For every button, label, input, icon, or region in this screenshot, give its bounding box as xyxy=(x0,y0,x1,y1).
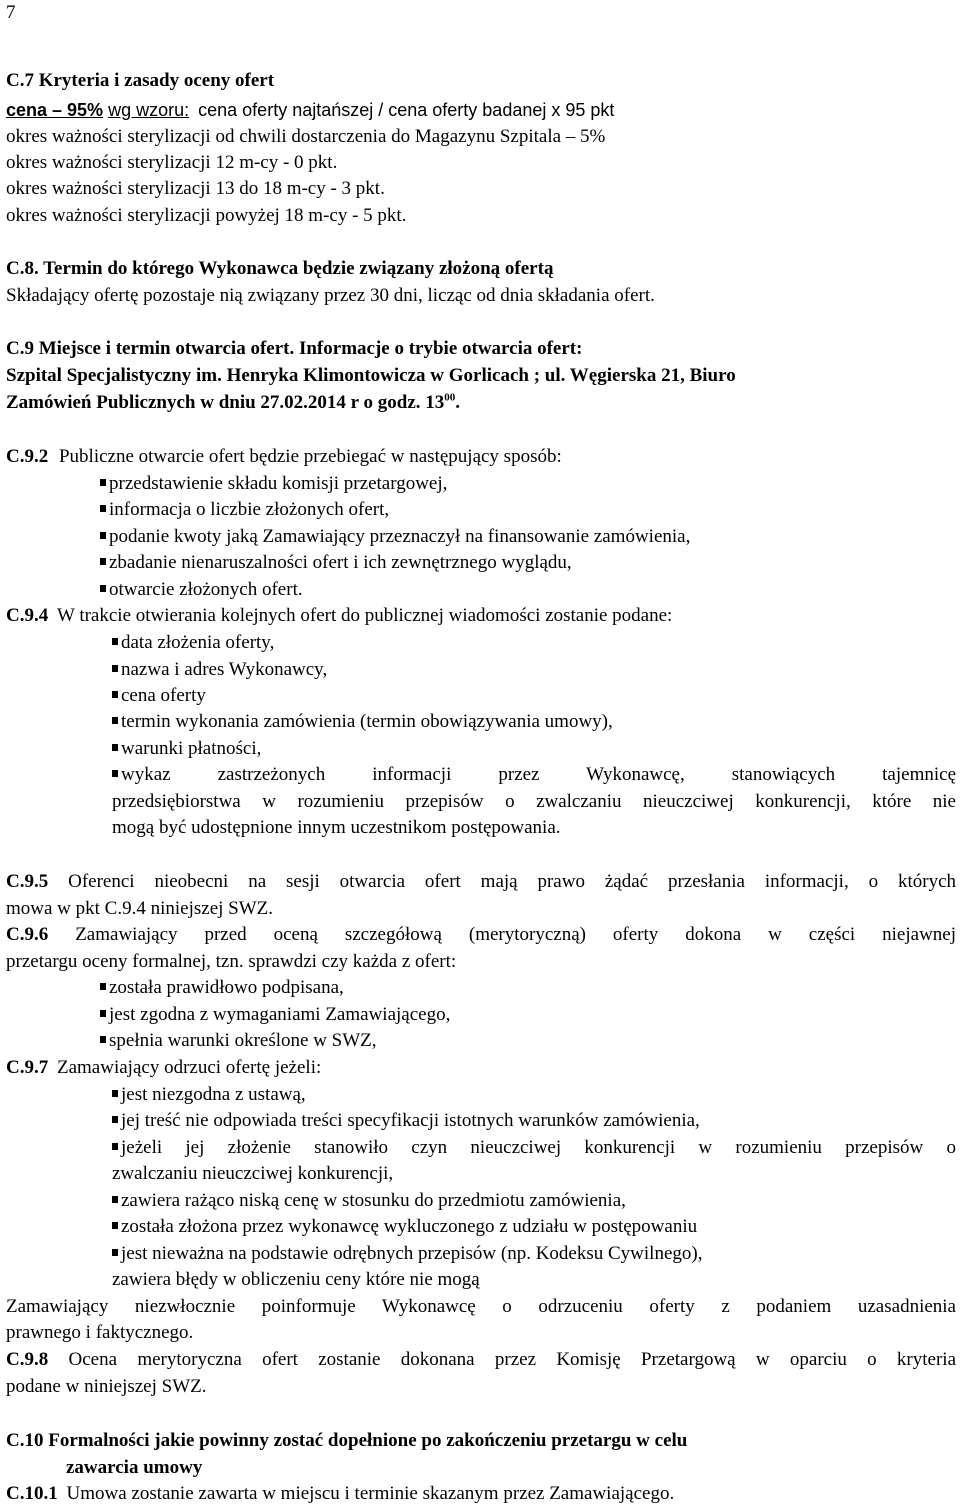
c95-line-1 xyxy=(6,869,956,895)
c98-line-2: podane w niniejszej SWZ. xyxy=(6,1376,207,1397)
c97-item-text: została złożona przez wykonawcę wykluczonego z udziału w postępowaniu xyxy=(121,1216,698,1237)
c94-item-text: cena oferty xyxy=(121,685,206,706)
bullet-icon xyxy=(100,1010,106,1017)
c94-item-text: nazwa i adres Wykonawcy, xyxy=(121,659,328,680)
section-c8-heading: C.8. Termin do którego Wykonawca będzie związany złożoną ofertą xyxy=(6,258,554,279)
c95-ref: C.9.5 xyxy=(6,871,49,892)
c92-item-text: przedstawienie składu komisji przetargowej, xyxy=(109,473,448,494)
c92-item-text: zbadanie nienaruszalności ofert i ich zewnętrznego wyglądu, xyxy=(109,552,572,573)
c96-item-text: spełnia warunki określone w SWZ, xyxy=(109,1030,377,1051)
c92-item-text: podanie kwoty jaką Zamawiający przeznaczył na finansowanie zamówienia, xyxy=(109,526,691,547)
bullet-icon xyxy=(112,1196,118,1203)
c94-item-text: wykaz zastrzeżonych informacji przez Wykonawcę, stanowiących tajemnicę xyxy=(121,764,956,785)
c94-intro xyxy=(6,603,672,629)
section-c9-line-1: C.9 Miejsce i termin otwarcia ofert. Informacje o trybie otwarcia ofert: xyxy=(6,338,583,359)
c97-item-text: zawiera rażąco niską cenę w stosunku do przedmiotu zamówienia, xyxy=(121,1190,626,1211)
c97-item-text: jest niezgodna z ustawą, xyxy=(121,1084,306,1105)
bullet-icon xyxy=(100,983,106,990)
c7-price-line xyxy=(6,97,614,123)
section-c10-heading-2: zawarcia umowy xyxy=(66,1457,203,1478)
bullet-icon xyxy=(112,1249,118,1256)
c92-item xyxy=(100,577,303,603)
c94-intro-text: W trakcie otwierania kolejnych ofert do publicznej wiadomości zostanie podane: xyxy=(56,605,673,626)
bullet-icon xyxy=(100,505,106,512)
section-c7-heading: C.7 Kryteria i zasady oceny ofert xyxy=(6,70,275,91)
c97-intro-text: Zamawiający odrzuci ofertę jeżeli: xyxy=(56,1057,322,1078)
bullet-icon xyxy=(100,532,106,539)
bullet-icon xyxy=(112,744,118,751)
c96-item xyxy=(100,1028,377,1054)
c94-ref: C.9.4 xyxy=(6,605,49,626)
bullet-icon xyxy=(112,1090,118,1097)
c94-item-text: termin wykonania zamówienia (termin obowiązywania umowy), xyxy=(121,711,613,732)
bullet-icon xyxy=(100,1036,106,1043)
c97-intro xyxy=(6,1055,321,1081)
c96-line-1 xyxy=(6,922,956,948)
page-number: 7 xyxy=(6,2,16,23)
c94-item-text: data złożenia oferty, xyxy=(121,632,275,653)
section-c9-line-3 xyxy=(6,390,460,416)
bullet-icon xyxy=(100,479,106,486)
c97-cont-2: zawiera błędy w obliczeniu ceny które nie mogą xyxy=(112,1269,480,1290)
bullet-icon xyxy=(112,1143,118,1150)
c92-ref: C.9.2 xyxy=(6,446,49,467)
c9-dot: . xyxy=(455,392,461,413)
price-label: cena – 95% xyxy=(6,100,104,120)
c96-item-text: jest zgodna z wymaganiami Zamawiającego, xyxy=(109,1004,451,1025)
c98-text: Ocena merytoryczna ofert zostanie dokonana przez Komisję Przetargową w oparciu o kryteria xyxy=(68,1349,957,1370)
bullet-icon xyxy=(112,638,118,645)
bullet-icon xyxy=(112,691,118,698)
c92-item xyxy=(100,471,447,497)
c101-text: Umowa zostanie zawarta w miejscu i terminie skazanym przez Zamawiającego. xyxy=(66,1483,675,1504)
c97-item xyxy=(112,1082,306,1108)
c7-line-2: okres ważności sterylizacji 12 m-cy - 0 pkt. xyxy=(6,152,338,173)
c8-text: Składający ofertę pozostaje nią związany przez 30 dni, licząc od dnia składania ofert. xyxy=(6,285,655,306)
wg-wzoru: wg wzoru: xyxy=(108,100,190,120)
c96-item xyxy=(100,1002,450,1028)
c97-item-text: jej treść nie odpowiada treści specyfikacji istotnych warunków zamówienia, xyxy=(121,1110,700,1131)
c97-cont: zwalczaniu nieuczciwej konkurencji, xyxy=(112,1163,394,1184)
c98-ref: C.9.8 xyxy=(6,1349,49,1370)
c92-item-text: informacja o liczbie złożonych ofert, xyxy=(109,499,390,520)
c97-ref: C.9.7 xyxy=(6,1057,49,1078)
c101-ref: C.10.1 xyxy=(6,1483,58,1504)
c101-line xyxy=(6,1481,674,1507)
c96-text: Zamawiający przed oceną szczegółową (merytoryczną) oferty dokona w części niejawnej xyxy=(75,924,957,945)
bullet-icon xyxy=(112,1116,118,1123)
c97-item xyxy=(112,1241,702,1267)
c97-item xyxy=(112,1188,626,1214)
c97-paragraph-1: Zamawiający niezwłocznie poinformuje Wykonawcę o odrzuceniu oferty z podaniem uzasadnienia xyxy=(6,1296,956,1317)
c97-item xyxy=(112,1108,700,1134)
bullet-icon xyxy=(112,1222,118,1229)
c92-item xyxy=(100,497,389,523)
c94-cont-2: mogą być udostępnione innym uczestnikom postępowania. xyxy=(112,817,561,838)
c97-item-text: jest nieważna na podstawie odrębnych przepisów (np. Kodeksu Cywilnego), xyxy=(121,1243,703,1264)
c7-line-3: okres ważności sterylizacji 13 do 18 m-cy - 3 pkt. xyxy=(6,178,385,199)
c97-item xyxy=(112,1135,956,1161)
c9-date: Zamówień Publicznych w dniu 27.02.2014 r o godz. 13 xyxy=(6,392,445,413)
c95-text: Oferenci nieobecni na sesji otwarcia ofert mają prawo żądać przesłania informacji, o których xyxy=(68,871,957,892)
c7-line-4: okres ważności sterylizacji powyżej 18 m-cy - 5 pkt. xyxy=(6,205,407,226)
c97-paragraph-2: prawnego i faktycznego. xyxy=(6,1322,194,1343)
bullet-icon xyxy=(112,717,118,724)
c92-intro xyxy=(6,444,562,470)
c95-line-2: mowa w pkt C.9.4 niniejszej SWZ. xyxy=(6,898,274,919)
c9-hour-sup: 00 xyxy=(444,391,456,404)
c97-item xyxy=(112,1214,697,1240)
c94-item-text: warunki płatności, xyxy=(121,738,262,759)
bullet-icon xyxy=(100,558,106,565)
c94-item xyxy=(112,630,274,656)
price-formula: cena oferty najtańszej / cena oferty badanej x 95 pkt xyxy=(198,100,615,120)
c96-ref: C.9.6 xyxy=(6,924,49,945)
c92-intro-text: Publiczne otwarcie ofert będzie przebiegać w następujący sposób: xyxy=(58,446,562,467)
c94-item xyxy=(112,709,613,735)
c94-item xyxy=(112,683,206,709)
c94-item xyxy=(112,736,261,762)
c96-item xyxy=(100,975,344,1001)
c97-item-text: jeżeli jej złożenie stanowiło czyn nieuczciwej konkurencji w rozumieniu przepisów o xyxy=(121,1137,956,1158)
c92-item xyxy=(100,550,572,576)
bullet-icon xyxy=(112,770,118,777)
c94-item xyxy=(112,657,327,683)
bullet-icon xyxy=(100,585,106,592)
c96-item-text: została prawidłowo podpisana, xyxy=(109,977,344,998)
bullet-icon xyxy=(112,665,118,672)
c98-line-1 xyxy=(6,1347,956,1373)
c94-cont-1: przedsiębiorstwa w rozumieniu przepisów o zwalczaniu nieuczciwej konkurencji, które nie xyxy=(112,791,956,812)
c7-line-1: okres ważności sterylizacji od chwili dostarczenia do Magazynu Szpitala – 5% xyxy=(6,126,606,147)
c94-item xyxy=(112,762,956,788)
c92-item xyxy=(100,524,690,550)
c96-line-2: przetargu oceny formalnej, tzn. sprawdzi czy każda z ofert: xyxy=(6,951,457,972)
c92-item-text: otwarcie złożonych ofert. xyxy=(109,579,303,600)
section-c10-heading-1: C.10 Formalności jakie powinny zostać dopełnione po zakończeniu przetargu w celu xyxy=(6,1430,688,1451)
section-c9-line-2: Szpital Specjalistyczny im. Henryka Klimontowicza w Gorlicach ; ul. Węgierska 21, Biuro xyxy=(6,365,736,386)
